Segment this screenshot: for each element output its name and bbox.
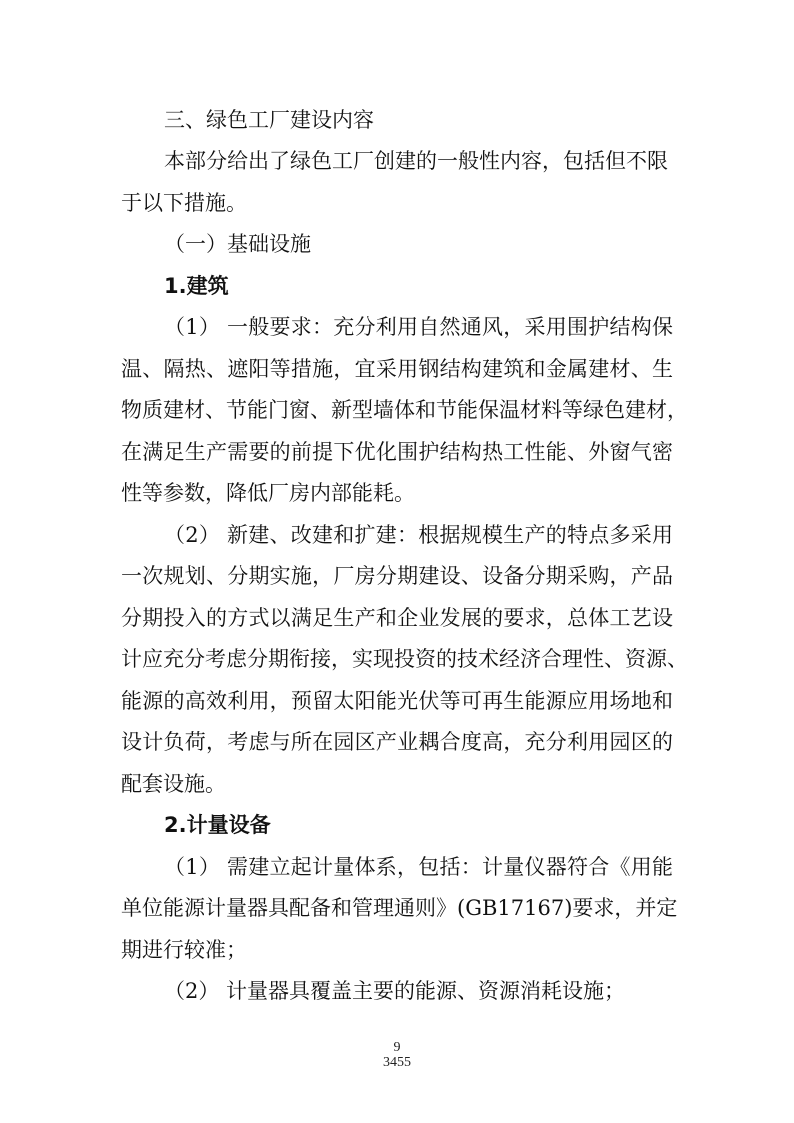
paragraph-line: 能源的高效利用，预留太阳能光伏等可再生能源应用场地和 [121, 689, 673, 713]
paragraph-line: 设计负荷，考虑与所在园区产业耦合度高，充分利用园区的 [121, 730, 673, 754]
paragraph-line: （2） 新建、改建和扩建：根据规模生产的特点多采用 [164, 523, 673, 547]
paragraph-line: 期进行较准； [121, 938, 247, 962]
paragraph-line: 性等参数，降低厂房内部能耗。 [121, 481, 415, 505]
paragraph-line: 单位能源计量器具配备和管理通则》(GB17167)要求，并定 [121, 896, 678, 920]
paragraph-line: （1） 一般要求：充分利用自然通风，采用围护结构保 [164, 315, 673, 339]
paragraph-line: 配套设施。 [121, 772, 226, 796]
paragraph-line: 在满足生产需要的前提下优化围护结构热工性能、外窗气密 [121, 440, 673, 464]
paragraph-line: 一次规划、分期实施，厂房分期建设、设备分期采购，产品 [121, 564, 673, 588]
paragraph-line: 温、隔热、遮阳等措施，宜采用钢结构建筑和金属建材、生 [121, 357, 673, 381]
paragraph-line: （2） 计量器具覆盖主要的能源、资源消耗设施； [164, 979, 626, 1003]
subsection-heading: （一）基础设施 [164, 232, 311, 256]
intro-paragraph-line: 于以下措施。 [121, 191, 247, 215]
paragraph-line: 计应充分考虑分期衔接，实现投资的技术经济合理性、资源、 [121, 647, 688, 671]
paragraph-line: 物质建材、节能门窗、新型墙体和节能保温材料等绿色建材， [121, 398, 688, 422]
paragraph-line: （1） 需建立起计量体系，包括：计量仪器符合《用能 [164, 855, 673, 879]
total-page-number: 3455 [383, 1055, 411, 1070]
item-heading-building: 1.建筑 [164, 274, 229, 298]
item-heading-metering: 2.计量设备 [164, 813, 271, 837]
section-title: 三、绿色工厂建设内容 [164, 108, 374, 132]
intro-paragraph-line: 本部分给出了绿色工厂创建的一般性内容，包括但不限 [164, 149, 668, 173]
page-number: 9 [393, 1040, 401, 1055]
paragraph-line: 分期投入的方式以满足生产和企业发展的要求，总体工艺设 [121, 606, 673, 630]
